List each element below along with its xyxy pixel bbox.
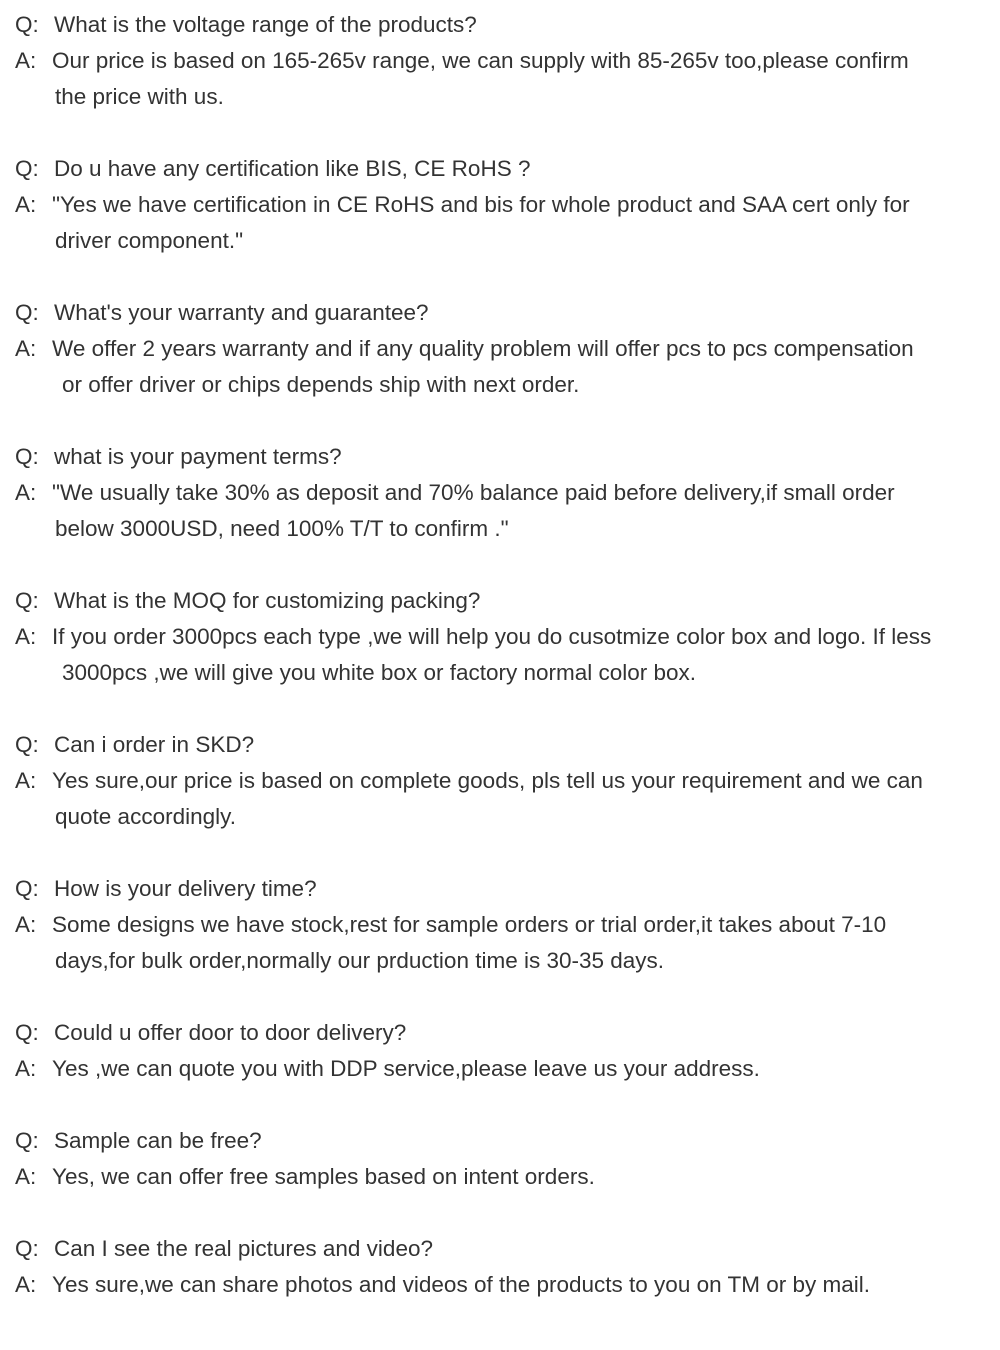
answer-text: "We usually take 30% as deposit and 70% balance paid before delivery,if small order <box>52 480 895 505</box>
faq-question-prefix: Q: <box>15 1128 39 1153</box>
answer-text: driver component." <box>55 228 244 253</box>
question-text: what is your payment terms? <box>54 444 342 469</box>
faq-answer-prefix: A: <box>15 1164 37 1189</box>
faq-question-prefix: Q: <box>15 1236 39 1261</box>
answer-text: Yes, we can offer free samples based on intent orders. <box>52 1164 595 1189</box>
answer-text: the price with us. <box>55 84 224 109</box>
answer-text: Yes sure,we can share photos and videos of the products to you on TM or by mail. <box>52 1272 870 1297</box>
faq-answer-prefix: A: <box>15 1056 37 1081</box>
faq-answer-prefix: A: <box>15 480 37 505</box>
faq-answer-prefix: A: <box>15 624 37 649</box>
faq-question-prefix: Q: <box>15 12 39 37</box>
question-text: What's your warranty and guarantee? <box>54 300 429 325</box>
answer-text: Yes ,we can quote you with DDP service,please leave us your address. <box>52 1056 760 1081</box>
faq-question-prefix: Q: <box>15 732 39 757</box>
question-text: Can I see the real pictures and video? <box>54 1236 433 1261</box>
faq-answer-prefix: A: <box>15 1272 37 1297</box>
answer-text: Some designs we have stock,rest for sample orders or trial order,it takes about 7-10 <box>52 912 887 937</box>
faq-answer-prefix: A: <box>15 336 37 361</box>
faq-question-prefix: Q: <box>15 1020 39 1045</box>
answer-text: Our price is based on 165-265v range, we can supply with 85-265v too,please confirm <box>52 48 909 73</box>
question-text: How is your delivery time? <box>54 876 317 901</box>
answer-text: 3000pcs ,we will give you white box or factory normal color box. <box>62 660 697 685</box>
answer-text: or offer driver or chips depends ship with next order. <box>62 372 580 397</box>
question-text: What is the voltage range of the products? <box>54 12 477 37</box>
faq-question-prefix: Q: <box>15 156 39 181</box>
faq-question-prefix: Q: <box>15 300 39 325</box>
faq-question-prefix: Q: <box>15 876 39 901</box>
answer-text: Yes sure,our price is based on complete goods, pls tell us your requirement and we can <box>52 768 923 793</box>
question-text: Sample can be free? <box>54 1128 262 1153</box>
question-text: Could u offer door to door delivery? <box>54 1020 407 1045</box>
question-text: Can i order in SKD? <box>54 732 255 757</box>
answer-text: below 3000USD, need 100% T/T to confirm ." <box>55 516 509 541</box>
answer-text: We offer 2 years warranty and if any quality problem will offer pcs to pcs compensation <box>52 336 914 361</box>
answer-text: days,for bulk order,normally our prduction time is 30-35 days. <box>55 948 665 973</box>
faq-answer-prefix: A: <box>15 48 37 73</box>
question-text: What is the MOQ for customizing packing? <box>54 588 481 613</box>
faq-question-prefix: Q: <box>15 588 39 613</box>
question-text: Do u have any certification like BIS, CE RoHS ? <box>54 156 531 181</box>
answer-text: quote accordingly. <box>55 804 236 829</box>
answer-text: If you order 3000pcs each type ,we will help you do cusotmize color box and logo. If less <box>52 624 932 649</box>
answer-text: "Yes we have certification in CE RoHS and bis for whole product and SAA cert only for <box>52 192 910 217</box>
faq-answer-prefix: A: <box>15 912 37 937</box>
faq-answer-prefix: A: <box>15 192 37 217</box>
faq-answer-prefix: A: <box>15 768 37 793</box>
faq-question-prefix: Q: <box>15 444 39 469</box>
